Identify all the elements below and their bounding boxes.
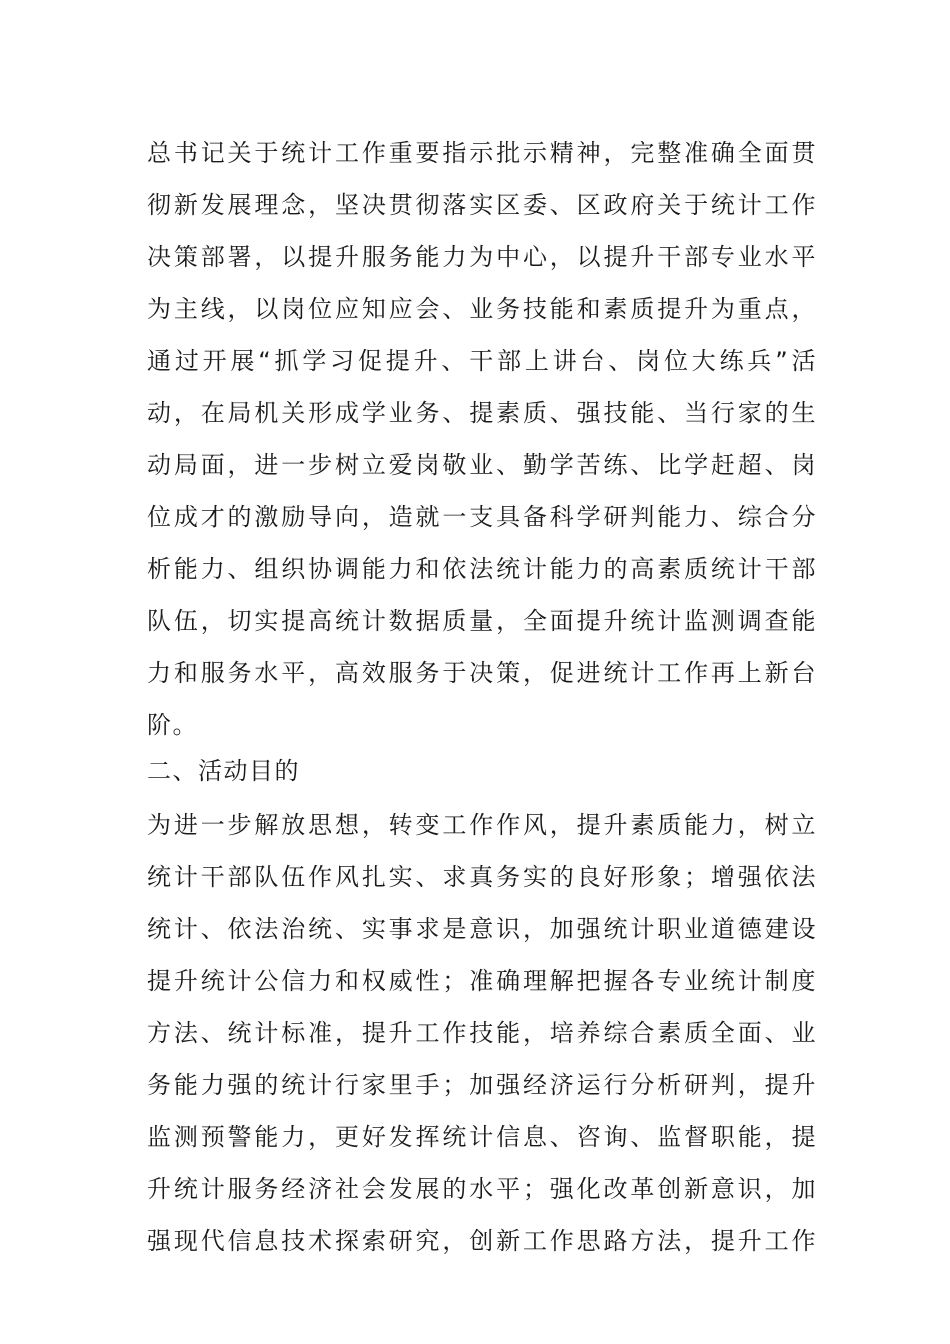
paragraph-2-line: 提升统计公信力和权威性；准确理解把握各专业统计制度 (147, 967, 817, 995)
paragraph-1-line: 队伍，切实提高统计数据质量，全面提升统计监测调查能 (147, 607, 817, 635)
paragraph-1-line: 力和服务水平，高效服务于决策，促进统计工作再上新台 (147, 659, 817, 687)
paragraph-1-line: 为主线，以岗位应知应会、业务技能和素质提升为重点， (147, 295, 817, 323)
paragraph-2-line: 统计干部队伍作风扎实、求真务实的良好形象；增强依法 (147, 863, 817, 891)
section-heading: 二、活动目的 (147, 757, 300, 785)
paragraph-1-line: 总书记关于统计工作重要指示批示精神，完整准确全面贯 (147, 139, 817, 167)
paragraph-2-line: 为进一步解放思想，转变工作作风，提升素质能力，树立 (147, 811, 817, 839)
paragraph-2-line: 统计、依法治统、实事求是意识，加强统计职业道德建设 (147, 915, 817, 943)
paragraph-1-line: 位成才的激励导向，造就一支具备科学研判能力、综合分 (147, 503, 817, 531)
paragraph-2-line: 升统计服务经济社会发展的水平；强化改革创新意识，加 (147, 1175, 817, 1203)
paragraph-2-line: 务能力强的统计行家里手；加强经济运行分析研判，提升 (147, 1071, 817, 1099)
paragraph-1-line: 彻新发展理念，坚决贯彻落实区委、区政府关于统计工作 (147, 191, 817, 219)
paragraph-1-line: 通过开展“抓学习促提升、干部上讲台、岗位大练兵”活 (147, 347, 817, 375)
paragraph-2-line: 强现代信息技术探索研究，创新工作思路方法，提升工作 (147, 1227, 817, 1255)
paragraph-1-line: 析能力、组织协调能力和依法统计能力的高素质统计干部 (147, 555, 817, 583)
paragraph-1-line: 动，在局机关形成学业务、提素质、强技能、当行家的生 (147, 399, 817, 427)
paragraph-1-last-line: 阶。 (147, 711, 198, 739)
paragraph-2-line: 方法、统计标准，提升工作技能，培养综合素质全面、业 (147, 1019, 817, 1047)
paragraph-1-line: 动局面，进一步树立爱岗敬业、勤学苦练、比学赶超、岗 (147, 451, 817, 479)
paragraph-1-line: 决策部署，以提升服务能力为中心，以提升干部专业水平 (147, 243, 817, 271)
paragraph-2-line: 监测预警能力，更好发挥统计信息、咨询、监督职能，提 (147, 1123, 817, 1151)
